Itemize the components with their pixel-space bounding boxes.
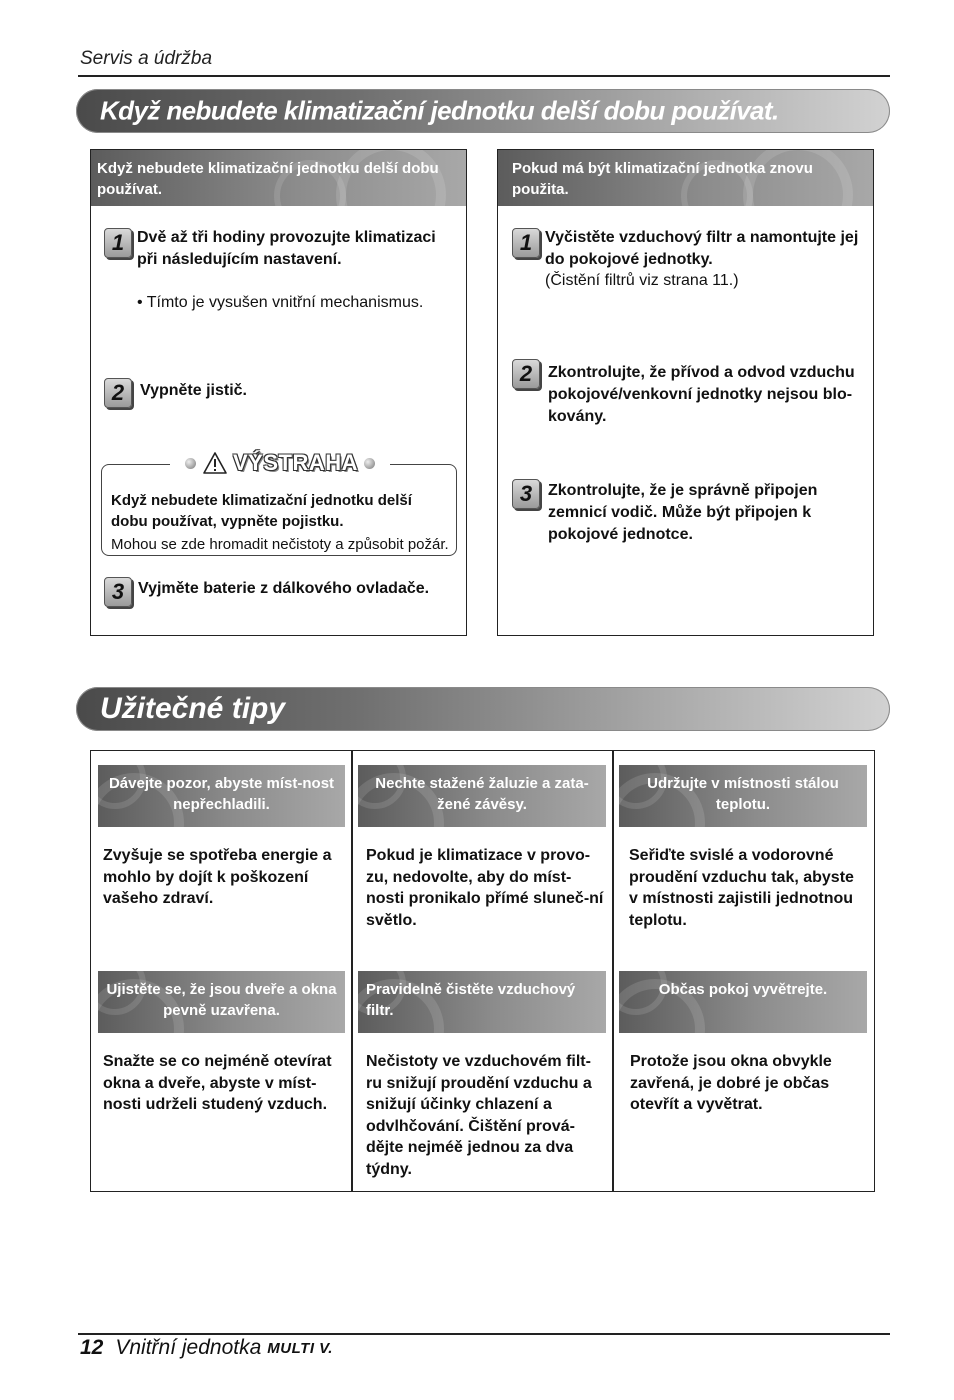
right-step1-note: (Čistění filtrů viz strana 11.): [545, 272, 739, 289]
step-badge-3: 3: [104, 577, 132, 607]
reuse-box-title: Pokud má být klimatizační jednotka znovu použita.: [512, 160, 813, 198]
tip-header: [619, 971, 867, 1033]
tip-header: [98, 765, 345, 827]
bottom-rule: [78, 1333, 890, 1335]
brand-logo: MULTI V.: [267, 1340, 333, 1357]
tip-body: Nečistoty ve vzduchovém filt-ru snižují proudění vzduchu a snižují účinky chlazení a odvlhčování. Čištění prová-dějte nejméě jednou za dva týdny.: [366, 1053, 592, 1178]
column-divider: [612, 751, 614, 1191]
right-step3-text: Zkontrolujte, že je správně připojen zemnicí vodič. Může být připojen k pokojové jednotce.: [548, 482, 818, 543]
warning-triangle-icon: [202, 451, 228, 475]
tip-header-text: Nechte stažené žaluzie a zata-žené závěsy.: [375, 775, 589, 813]
warning-note: Mohou se zde hromadit nečistoty a způsobit požár.: [111, 536, 449, 553]
tip-header-text: Ujistěte se, že jsou dveře a okna pevně uzavřena.: [106, 981, 337, 1019]
section-banner-storage: [76, 89, 890, 133]
step-badge-1: 1: [104, 228, 132, 258]
warning-text: Když nebudete klimatizační jednotku delší dobu používat, vypněte pojistku.: [111, 492, 412, 530]
tip-body: Protože jsou okna obvykle zavřená, je dobré je občas otevřít a vyvětrat.: [630, 1053, 832, 1113]
tip-header: [358, 971, 606, 1033]
tip-body: Zvyšuje se spotřeba energie a mohlo by dojít k poškození vašeho zdraví.: [103, 847, 332, 907]
left-step1-bullet: • Tímto je vysušen vnitřní mechanismus.: [137, 294, 424, 311]
right-step1-text: Vyčistěte vzduchový filtr a namontujte jej do pokojové jednotky.: [545, 229, 859, 268]
reuse-box-header: [498, 150, 873, 206]
tip-header: [358, 765, 606, 827]
left-step3-text: Vyjměte baterie z dálkového ovladače.: [138, 580, 430, 597]
step-badge-3: 3: [512, 479, 540, 509]
running-header: Servis a údržba: [80, 48, 213, 69]
section-title-storage: Když nebudete klimatizační jednotku delší dobu používat.: [100, 95, 779, 126]
warning-label: VÝSTRAHA: [232, 450, 358, 475]
tip-header-text: Pravidelně čistěte vzduchový filtr.: [366, 981, 576, 1019]
bullet-dot-icon: [185, 458, 196, 469]
step-badge-1: 1: [512, 228, 540, 258]
top-rule: [78, 75, 890, 77]
section-title-tips: Užitečné tipy: [100, 692, 286, 725]
tip-header-text: Udržujte v místnosti stálou teplotu.: [647, 775, 839, 813]
page-footer: [80, 1336, 333, 1360]
warning-title: [170, 448, 390, 478]
bullet-dot-icon: [364, 458, 375, 469]
tip-body: Snažte se co nejméně otevírat okna a dveře, abyste v míst-nosti udrželi studený vzduch.: [103, 1053, 332, 1113]
tip-header: [98, 971, 345, 1033]
storage-box-header: [91, 150, 466, 206]
tip-header: [619, 765, 867, 827]
page-number: 12: [80, 1336, 104, 1359]
storage-box-title: Když nebudete klimatizační jednotku delší dobu používat.: [97, 160, 439, 198]
tip-body: Pokud je klimatizace v provo-zu, nedovolte, aby do míst-nosti pronikalo přímé sluneč-ní světlo.: [366, 847, 604, 929]
tip-header-text: Občas pokoj vyvětrejte.: [658, 981, 828, 998]
left-step1-text: Dvě až tři hodiny provozujte klimatizaci při následujícím nastavení.: [137, 229, 436, 268]
tip-header-text: Dávejte pozor, abyste míst-nost nepřechladili.: [108, 775, 335, 813]
left-step2-text: Vypněte jistič.: [140, 382, 247, 399]
column-divider: [351, 751, 353, 1191]
right-step2-text: Zkontrolujte, že přívod a odvod vzduchu pokojové/venkovní jednotky nejsou blo-kovány.: [548, 364, 855, 425]
step-badge-2: 2: [512, 359, 540, 389]
step-badge-2: 2: [104, 378, 132, 408]
section-banner-tips: [76, 687, 890, 731]
footer-text: Vnitřní jednotka: [115, 1336, 262, 1359]
tip-body: Seřiďte svislé a vodorovné proudění vzduchu tak, abyste v místnosti zajistili jednotnou teplotu.: [629, 847, 854, 929]
